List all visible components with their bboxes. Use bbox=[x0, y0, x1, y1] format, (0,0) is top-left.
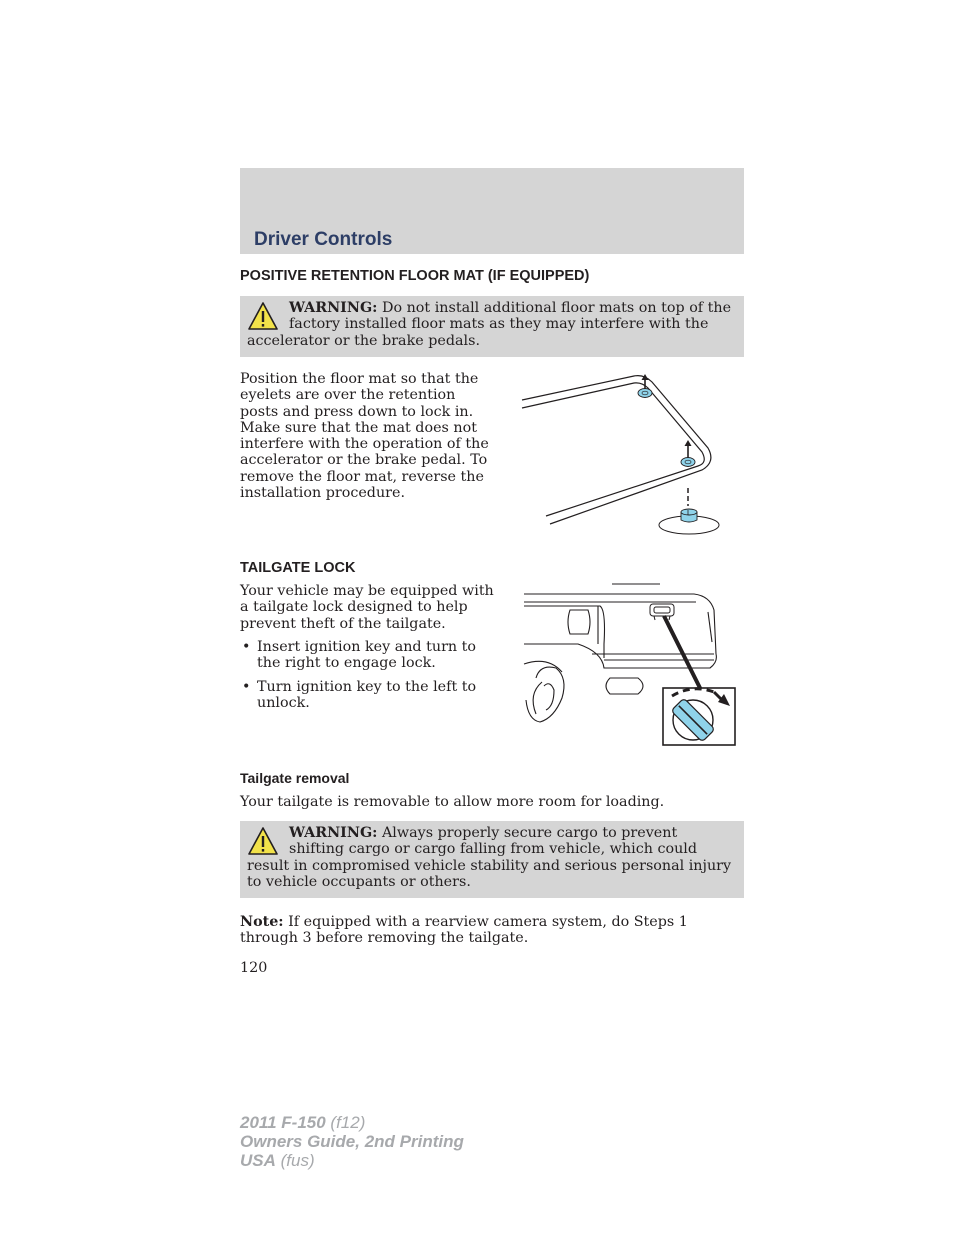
tailgate-removal-intro: Your tailgate is removable to allow more room for loading. bbox=[240, 794, 665, 810]
tailgate-lock-steps bbox=[240, 639, 500, 718]
warning-label: WARNING: bbox=[289, 825, 378, 841]
warning-text: Do not install additional floor mats on top of the factory installed floor mats as they may interfere with the accelerator or the brake pedals. bbox=[247, 300, 732, 349]
footer-line-guide: Owners Guide, 2nd Printing bbox=[240, 1132, 464, 1151]
warning-triangle-icon bbox=[247, 826, 279, 856]
list-item: • Turn ignition key to the left to unlock. bbox=[240, 679, 500, 712]
floor-mat-instructions: Position the floor mat so that the eyelets are over the retention posts and press down to lock in. Make sure that the mat does not interfere with the operation of the accelerator or the brake pedal. To remove the floor mat, reverse the installation procedure. bbox=[240, 371, 489, 502]
section-heading-floor-mat: POSITIVE RETENTION FLOOR MAT (IF EQUIPPED) bbox=[240, 268, 590, 284]
rearview-camera-note bbox=[240, 914, 744, 947]
floor-mat-retention-illustration bbox=[516, 366, 746, 536]
tailgate-lock-illustration bbox=[518, 582, 744, 748]
warning-label: WARNING: bbox=[289, 300, 378, 316]
warning-box-floor-mat bbox=[240, 296, 744, 357]
section-heading-tailgate-lock: TAILGATE LOCK bbox=[240, 560, 356, 576]
warning-text: Always properly secure cargo to prevent shifting cargo or cargo falling from vehicle, which could result in compromised vehicle stability and serious personal injury to vehicle occupants or others. bbox=[247, 825, 732, 890]
tailgate-lock-description: Your vehicle may be equipped with a tailgate lock designed to help prevent theft of the tailgate. bbox=[240, 583, 494, 632]
document-footer bbox=[240, 1113, 464, 1170]
chapter-header-band bbox=[240, 168, 744, 254]
footer-line-model: 2011 F-150 (f12) bbox=[240, 1113, 366, 1132]
warning-triangle-icon bbox=[247, 301, 279, 331]
subsection-heading-tailgate-removal: Tailgate removal bbox=[240, 770, 350, 786]
note-text: If equipped with a rearview camera system, do Steps 1 through 3 before removing the tailgate. bbox=[240, 914, 688, 947]
warning-box-tailgate-removal bbox=[240, 821, 744, 898]
page-number: 120 bbox=[240, 960, 268, 976]
footer-line-market: USA (fus) bbox=[240, 1151, 315, 1170]
list-item: • Insert ignition key and turn to the right to engage lock. bbox=[240, 639, 500, 672]
note-label: Note: bbox=[240, 914, 284, 930]
chapter-title: Driver Controls bbox=[254, 229, 393, 250]
